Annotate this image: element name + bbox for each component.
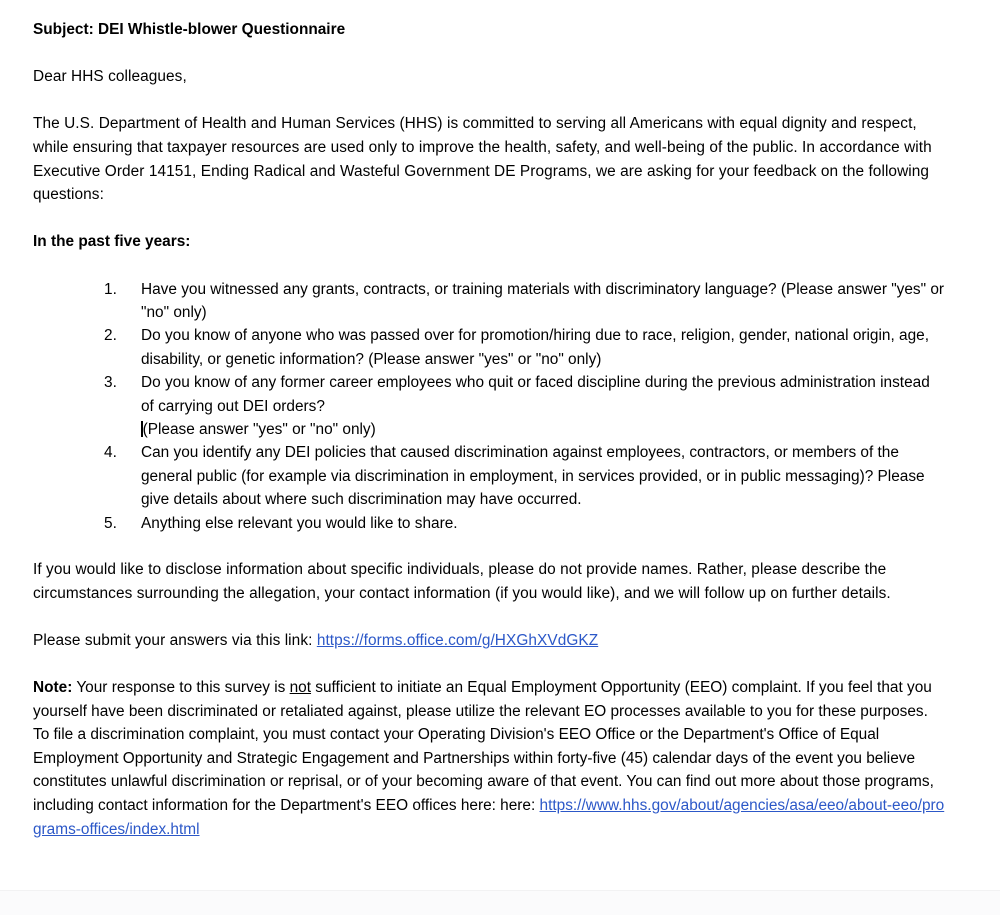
note-text-part-2: sufficient to initiate an Equal Employment Opportunity (EEO) complaint. If you feel that you yourself have been discriminated or retaliated against, please utilize the relevant EO processes available to you for these purposes. To file a discrimination complaint, you must contact your Operating Division's EEO Office or the Department's Office of Equal Employment Opportunity and Strategic Engagement and Partnerships within forty-five (45) calendar days of the event you believe constitutes unlawful discrimination or reprisal, or of your becoming aware of that event. You can find out more about those programs, including contact information for the Department's EEO offices here: here: (33, 678, 934, 814)
submit-paragraph (33, 629, 945, 653)
note-emphasis-not: not (289, 678, 312, 696)
list-item (104, 441, 945, 511)
forms-office-link[interactable]: https://forms.office.com/g/HXGhXVdGKZ (316, 631, 599, 649)
list-heading: In the past five years: (33, 233, 191, 251)
intro-paragraph: The U.S. Department of Health and Human Services (HHS) is committed to serving all Americans with equal dignity and respect, while ensuring that taxpayer resources are used only to improve the health, safety, and well-being of the public. In accordance with Executive Order 14151, Ending Radical and Wasteful Government DE Programs, we are asking for your feedback on the following questions: (33, 115, 932, 204)
question-text: Do you know of any former career employees who quit or faced discipline during the previous administration instead of carrying out DEI orders? (141, 374, 930, 415)
salutation: Dear HHS colleagues, (33, 68, 187, 86)
question-text: Have you witnessed any grants, contracts, or training materials with discriminatory language? (Please answer "yes" or "no" only) (141, 280, 945, 321)
list-item (104, 324, 945, 371)
page-break-divider (0, 890, 1000, 915)
question-text: Anything else relevant you would like to share. (141, 514, 458, 532)
submit-prefix-text: Please submit your answers via this link: (33, 631, 317, 649)
hhs-eeo-programs-link[interactable]: https://www.hhs.gov/about/agencies/asa/eeo/about-eeo/programs-offices/index.html (33, 796, 945, 838)
note-paragraph (33, 676, 945, 841)
list-item (104, 512, 945, 535)
subject-line: Subject: DEI Whistle-blower Questionnaire (33, 21, 346, 38)
list-item (104, 371, 945, 441)
questions-list (33, 278, 945, 535)
question-text: Do you know of anyone who was passed over for promotion/hiring due to race, religion, gender, national origin, age, disability, or genetic information? (Please answer "yes" or "no" only) (141, 327, 929, 368)
question-sub-line (141, 418, 945, 441)
list-item (104, 278, 945, 325)
question-sub-text: (Please answer "yes" or "no" only) (142, 420, 376, 438)
disclosure-paragraph: If you would like to disclose information about specific individuals, please do not provide names. Rather, please describe the circumstances surrounding the allegation, your contact information (if you would like), and we will follow up on further details. (33, 561, 891, 602)
note-label: Note: (33, 678, 73, 696)
note-text-part-1: Your response to this survey is (72, 678, 290, 696)
question-text: Can you identify any DEI policies that caused discrimination against employees, contractors, or members of the general public (for example via discrimination in employment, in services provided, or in public messaging)? Please give details about where such discrimination may have occurred. (141, 444, 925, 509)
